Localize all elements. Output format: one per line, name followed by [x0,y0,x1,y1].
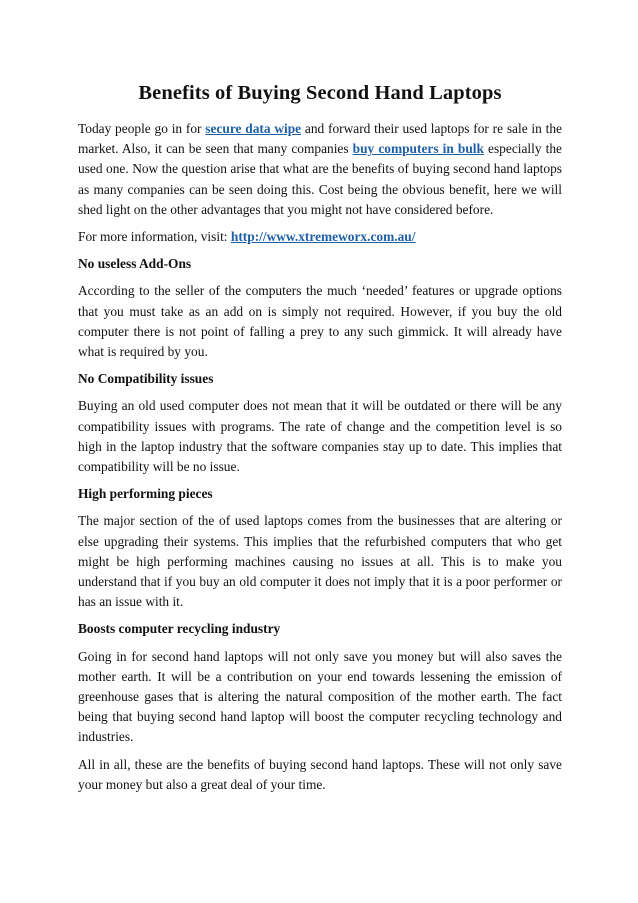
website-link[interactable]: http://www.xtremeworx.com.au/ [230,229,416,245]
intro-text-3: especially the used one. Now the question arise that what are the benefits of buying second hand laptops as many companies can be seen doing this. Cost being the obvious benefit, here we will shed light on the other advantages that you might not have considered before. [78,141,562,217]
section-body-performance: The major section of the of used laptops comes from the businesses that are altering or else upgrading their systems. This implies that the refurbished computers that who get might be high performing machines causing no issues at all. This is to make you understand that if you buy an old computer it does not imply that it is a poor performer or has an issue with it. [78,513,562,610]
intro-text-2: and forward their used laptops for re sale in the market. Also, it can be seen that many companies [78,121,562,157]
conclusion-paragraph: All in all, these are the benefits of buying second hand laptops. These will not only save your money but also a great deal of your time. [78,756,562,792]
section-heading-performance: High performing pieces [78,486,213,502]
more-info-paragraph [78,227,562,247]
section-body-add-ons: According to the seller of the computers the much ‘needed’ features or upgrade options that you must take as an add on is simply not required. However, if you buy the old computer there is not point of falling a prey to any such gimmick. It will already have what is required by you. [78,283,562,360]
section-body-compatibility: Buying an old used computer does not mean that it will be outdated or there will be any compatibility issues with programs. The rate of change and the competition level is so high in the laptop industry that the software companies stay up to date. This implies that compatibility will be no issue. [78,398,562,475]
secure-data-wipe-link[interactable]: secure data wipe [205,121,302,136]
section-body-recycling: Going in for second hand laptops will not only save you money but will also saves the mother earth. It will be a contribution on your end towards lessening the emission of greenhouse gases that is altering the natural composition of the mother earth. The fact being that buying second hand laptop will boost the computer recycling technology and industries. [78,648,562,745]
section-heading-add-ons: No useless Add-Ons [78,256,192,272]
buy-computers-in-bulk-link[interactable]: buy computers in bulk [352,141,484,157]
intro-paragraph [78,119,562,220]
intro-text-1: Today people go in for [78,121,206,136]
document-title: Benefits of Buying Second Hand Laptops [138,82,502,104]
more-info-label: For more information, visit: [78,229,231,245]
section-heading-compatibility: No Compatibility issues [78,371,214,387]
section-heading-recycling: Boosts computer recycling industry [78,621,281,637]
